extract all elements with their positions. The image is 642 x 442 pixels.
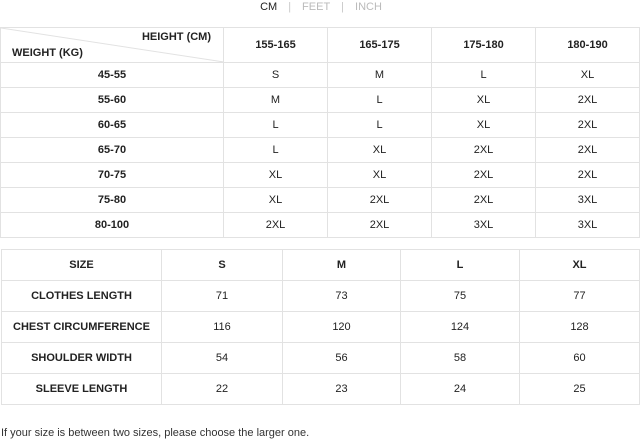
measurement-value: 128 — [520, 312, 640, 343]
size-cell: M — [224, 88, 328, 113]
size-cell: XL — [224, 163, 328, 188]
unit-tab-cm[interactable]: CM — [260, 1, 278, 13]
measurement-value: 25 — [520, 374, 640, 405]
measurement-value: 71 — [162, 281, 283, 312]
table-row — [1, 113, 640, 138]
measurement-value: 54 — [162, 343, 283, 374]
weight-label: 80-100 — [1, 213, 224, 238]
size-header: M — [283, 250, 401, 281]
unit-selector — [0, 0, 642, 16]
weight-label: 75-80 — [1, 188, 224, 213]
measurement-label: SLEEVE LENGTH — [2, 374, 162, 405]
table-row — [1, 163, 640, 188]
size-header: XL — [520, 250, 640, 281]
size-recommendation-table — [0, 27, 640, 238]
size-cell: L — [328, 88, 432, 113]
weight-label: 70-75 — [1, 163, 224, 188]
weight-label: 55-60 — [1, 88, 224, 113]
measurement-label: CLOTHES LENGTH — [2, 281, 162, 312]
measurement-value: 24 — [401, 374, 520, 405]
measurement-label: CHEST CIRCUMFERENCE — [2, 312, 162, 343]
size-cell: XL — [328, 138, 432, 163]
weight-axis-label: WEIGHT (KG) — [12, 47, 83, 59]
size-cell: 2XL — [536, 138, 640, 163]
height-header: 180-190 — [536, 28, 640, 63]
size-cell: L — [432, 63, 536, 88]
measurement-value: 22 — [162, 374, 283, 405]
size-header: L — [401, 250, 520, 281]
size-header-label: SIZE — [2, 250, 162, 281]
size-cell: XL — [432, 88, 536, 113]
size-cell: 2XL — [328, 188, 432, 213]
measurement-label: SHOULDER WIDTH — [2, 343, 162, 374]
size-cell: 3XL — [536, 188, 640, 213]
size-cell: XL — [328, 163, 432, 188]
table-row — [2, 374, 640, 405]
size-cell: 2XL — [224, 213, 328, 238]
height-header: 155-165 — [224, 28, 328, 63]
weight-label: 45-55 — [1, 63, 224, 88]
measurement-value: 124 — [401, 312, 520, 343]
weight-label: 60-65 — [1, 113, 224, 138]
height-header: 175-180 — [432, 28, 536, 63]
unit-tab-feet[interactable]: FEET — [302, 1, 331, 13]
size-cell: 2XL — [536, 88, 640, 113]
table-row — [2, 312, 640, 343]
table-header-row — [1, 28, 640, 63]
size-cell: 2XL — [432, 188, 536, 213]
unit-separator: | — [341, 1, 345, 13]
unit-tab-inch[interactable]: INCH — [355, 1, 382, 13]
measurement-value: 60 — [520, 343, 640, 374]
size-cell: 2XL — [536, 113, 640, 138]
size-header: S — [162, 250, 283, 281]
measurement-value: 77 — [520, 281, 640, 312]
height-header: 165-175 — [328, 28, 432, 63]
size-cell: XL — [224, 188, 328, 213]
size-cell: XL — [536, 63, 640, 88]
weight-label: 65-70 — [1, 138, 224, 163]
measurement-value: 120 — [283, 312, 401, 343]
table-row — [1, 213, 640, 238]
size-cell: L — [328, 113, 432, 138]
size-cell: 3XL — [432, 213, 536, 238]
measurement-table — [1, 249, 640, 405]
measurement-value: 56 — [283, 343, 401, 374]
table-row — [1, 188, 640, 213]
size-cell: 2XL — [432, 138, 536, 163]
table-header-row — [2, 250, 640, 281]
size-cell: 2XL — [328, 213, 432, 238]
measurement-value: 23 — [283, 374, 401, 405]
table-row — [2, 281, 640, 312]
table-row — [1, 138, 640, 163]
measurement-value: 58 — [401, 343, 520, 374]
size-cell: M — [328, 63, 432, 88]
table-row — [1, 88, 640, 113]
size-cell: 2XL — [432, 163, 536, 188]
size-cell: L — [224, 113, 328, 138]
size-cell: S — [224, 63, 328, 88]
size-cell: XL — [432, 113, 536, 138]
size-cell: 3XL — [536, 213, 640, 238]
table-row — [2, 343, 640, 374]
diagonal-header-cell — [1, 28, 224, 63]
measurement-value: 75 — [401, 281, 520, 312]
size-advice-note: If your size is between two sizes, please choose the larger one. — [1, 427, 310, 439]
measurement-value: 73 — [283, 281, 401, 312]
unit-separator: | — [288, 1, 292, 13]
height-axis-label: HEIGHT (CM) — [141, 31, 211, 43]
size-cell: L — [224, 138, 328, 163]
size-cell: 2XL — [536, 163, 640, 188]
table-row — [1, 63, 640, 88]
measurement-value: 116 — [162, 312, 283, 343]
